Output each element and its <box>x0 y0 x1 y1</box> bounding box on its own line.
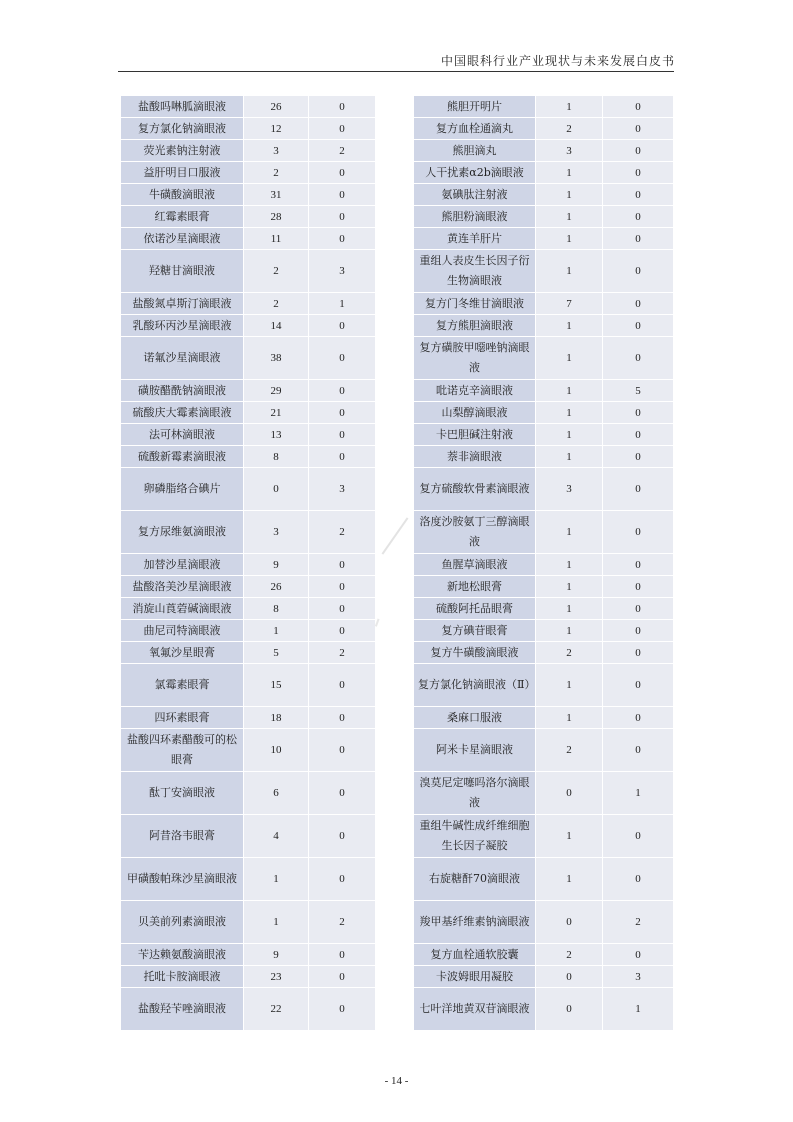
table-row <box>121 988 375 1030</box>
table-row <box>121 642 375 663</box>
count-cell-b: 0 <box>309 206 375 227</box>
table-row <box>121 402 375 423</box>
table-row <box>121 446 375 467</box>
count-cell-b: 1 <box>603 772 673 814</box>
count-cell-b: 0 <box>309 576 375 597</box>
count-cell-b: 0 <box>309 337 375 379</box>
table-row <box>121 966 375 987</box>
count-cell-a: 1 <box>244 620 308 641</box>
count-cell-a: 31 <box>244 184 308 205</box>
count-cell-a: 0 <box>536 966 602 987</box>
count-cell-b: 0 <box>603 598 673 619</box>
table-row <box>414 988 673 1030</box>
count-cell-a: 3 <box>536 140 602 161</box>
count-cell-b: 0 <box>309 620 375 641</box>
drug-name-cell: 黄连羊肝片 <box>414 228 535 249</box>
table-row <box>414 206 673 227</box>
drug-name-cell: 乳酸环丙沙星滴眼液 <box>121 315 243 336</box>
table-row <box>414 402 673 423</box>
count-cell-a: 1 <box>536 184 602 205</box>
table-row <box>121 228 375 249</box>
drug-name-cell: 依诺沙星滴眼液 <box>121 228 243 249</box>
drug-name-cell: 硫酸庆大霉素滴眼液 <box>121 402 243 423</box>
table-row <box>414 337 673 379</box>
count-cell-b: 0 <box>603 815 673 857</box>
count-cell-b: 0 <box>603 729 673 771</box>
drug-name-cell: 益肝明目口服液 <box>121 162 243 183</box>
count-cell-a: 8 <box>244 446 308 467</box>
table-row <box>121 337 375 379</box>
count-cell-a: 18 <box>244 707 308 728</box>
count-cell-b: 0 <box>603 96 673 117</box>
drug-name-cell: 复方血栓通软胶囊 <box>414 944 535 965</box>
count-cell-b: 0 <box>603 707 673 728</box>
count-cell-b: 0 <box>603 858 673 900</box>
drug-name-cell: 消旋山莨菪碱滴眼液 <box>121 598 243 619</box>
count-cell-b: 0 <box>309 554 375 575</box>
count-cell-b: 0 <box>603 118 673 139</box>
count-cell-a: 28 <box>244 206 308 227</box>
drug-name-cell: 山梨醇滴眼液 <box>414 402 535 423</box>
count-cell-a: 0 <box>536 772 602 814</box>
count-cell-a: 1 <box>536 228 602 249</box>
drug-name-cell: 桑麻口服液 <box>414 707 535 728</box>
drug-name-cell: 苄达赖氨酸滴眼液 <box>121 944 243 965</box>
drug-name-cell: 羧甲基纤维素钠滴眼液 <box>414 901 535 943</box>
count-cell-b: 0 <box>309 664 375 706</box>
drug-name-cell: 萘非滴眼液 <box>414 446 535 467</box>
count-cell-a: 29 <box>244 380 308 401</box>
count-cell-b: 2 <box>309 901 375 943</box>
drug-name-cell: 硫酸新霉素滴眼液 <box>121 446 243 467</box>
table-row <box>414 140 673 161</box>
count-cell-a: 1 <box>536 664 602 706</box>
count-cell-a: 0 <box>536 901 602 943</box>
count-cell-a: 0 <box>244 468 308 510</box>
table-row <box>414 162 673 183</box>
count-cell-a: 1 <box>536 511 602 553</box>
drug-name-cell: 溴莫尼定噻吗洛尔滴眼液 <box>414 772 535 814</box>
table-row <box>414 576 673 597</box>
drug-name-cell: 甲磺酸帕珠沙星滴眼液 <box>121 858 243 900</box>
count-cell-a: 4 <box>244 815 308 857</box>
count-cell-b: 0 <box>309 380 375 401</box>
drug-name-cell: 贝美前列素滴眼液 <box>121 901 243 943</box>
count-cell-b: 0 <box>309 966 375 987</box>
running-header-title: 中国眼科行业产业现状与未来发展白皮书 <box>440 54 675 68</box>
table-row <box>121 729 375 771</box>
table-row <box>121 620 375 641</box>
count-cell-a: 15 <box>244 664 308 706</box>
table-row <box>414 380 673 401</box>
count-cell-a: 9 <box>244 944 308 965</box>
count-cell-b: 0 <box>309 162 375 183</box>
drug-name-cell: 盐酸吗啉胍滴眼液 <box>121 96 243 117</box>
count-cell-a: 9 <box>244 554 308 575</box>
count-cell-b: 0 <box>309 598 375 619</box>
count-cell-b: 0 <box>603 664 673 706</box>
count-cell-b: 0 <box>603 250 673 292</box>
count-cell-a: 1 <box>536 707 602 728</box>
count-cell-a: 12 <box>244 118 308 139</box>
count-cell-b: 0 <box>309 228 375 249</box>
count-cell-a: 2 <box>244 250 308 292</box>
count-cell-a: 3 <box>244 511 308 553</box>
drug-name-cell: 复方血栓通滴丸 <box>414 118 535 139</box>
table-row <box>414 315 673 336</box>
table-row <box>121 468 375 510</box>
table-row <box>121 815 375 857</box>
drug-table-right <box>414 96 673 1030</box>
table-row <box>414 96 673 117</box>
table-row <box>121 664 375 706</box>
table-row <box>414 707 673 728</box>
drug-name-cell: 人干扰素α2b滴眼液 <box>414 162 535 183</box>
count-cell-b: 0 <box>309 315 375 336</box>
count-cell-a: 7 <box>536 293 602 314</box>
drug-name-cell: 复方熊胆滴眼液 <box>414 315 535 336</box>
count-cell-b: 2 <box>603 901 673 943</box>
table-row <box>414 901 673 943</box>
count-cell-a: 8 <box>244 598 308 619</box>
drug-name-cell: 复方尿维氨滴眼液 <box>121 511 243 553</box>
watermark-mark <box>375 619 387 630</box>
count-cell-a: 13 <box>244 424 308 445</box>
count-cell-b: 0 <box>603 576 673 597</box>
drug-name-cell: 红霉素眼膏 <box>121 206 243 227</box>
table-row <box>121 206 375 227</box>
count-cell-a: 0 <box>536 988 602 1030</box>
drug-name-cell: 氯霉素眼膏 <box>121 664 243 706</box>
count-cell-b: 0 <box>309 858 375 900</box>
count-cell-a: 21 <box>244 402 308 423</box>
drug-name-cell: 吡诺克辛滴眼液 <box>414 380 535 401</box>
count-cell-a: 1 <box>536 337 602 379</box>
table-row <box>414 664 673 706</box>
table-row <box>414 446 673 467</box>
count-cell-a: 1 <box>536 380 602 401</box>
count-cell-a: 1 <box>536 424 602 445</box>
table-row <box>414 468 673 510</box>
count-cell-a: 1 <box>536 96 602 117</box>
count-cell-b: 0 <box>603 337 673 379</box>
drug-name-cell: 托吡卡胺滴眼液 <box>121 966 243 987</box>
table-row <box>414 250 673 292</box>
table-row <box>121 118 375 139</box>
table-row <box>414 729 673 771</box>
count-cell-a: 2 <box>536 944 602 965</box>
table-row <box>414 772 673 814</box>
count-cell-a: 2 <box>536 118 602 139</box>
count-cell-b: 0 <box>309 446 375 467</box>
drug-name-cell: 诺氟沙星滴眼液 <box>121 337 243 379</box>
drug-name-cell: 盐酸洛美沙星滴眼液 <box>121 576 243 597</box>
table-row <box>414 511 673 553</box>
count-cell-b: 1 <box>603 988 673 1030</box>
count-cell-b: 0 <box>603 140 673 161</box>
drug-name-cell: 羟糖甘滴眼液 <box>121 250 243 292</box>
count-cell-a: 5 <box>244 642 308 663</box>
table-row <box>121 944 375 965</box>
count-cell-a: 2 <box>244 293 308 314</box>
count-cell-b: 3 <box>309 250 375 292</box>
count-cell-b: 0 <box>309 707 375 728</box>
count-cell-a: 2 <box>536 729 602 771</box>
count-cell-a: 10 <box>244 729 308 771</box>
drug-name-cell: 复方氯化钠滴眼液 <box>121 118 243 139</box>
drug-name-cell: 氨碘肽注射液 <box>414 184 535 205</box>
count-cell-b: 1 <box>309 293 375 314</box>
table-row <box>121 315 375 336</box>
watermark-mark <box>382 517 409 554</box>
table-row <box>121 576 375 597</box>
drug-name-cell: 熊胆滴丸 <box>414 140 535 161</box>
count-cell-b: 0 <box>603 468 673 510</box>
count-cell-b: 0 <box>603 511 673 553</box>
count-cell-b: 0 <box>603 184 673 205</box>
table-row <box>121 772 375 814</box>
table-row <box>121 424 375 445</box>
drug-name-cell: 阿昔洛韦眼膏 <box>121 815 243 857</box>
drug-name-cell: 熊胆粉滴眼液 <box>414 206 535 227</box>
drug-name-cell: 复方氯化钠滴眼液（Ⅱ） <box>414 664 535 706</box>
count-cell-b: 0 <box>603 446 673 467</box>
count-cell-a: 1 <box>536 815 602 857</box>
count-cell-b: 0 <box>603 228 673 249</box>
table-row <box>121 380 375 401</box>
table-row <box>121 96 375 117</box>
count-cell-b: 0 <box>309 815 375 857</box>
count-cell-b: 0 <box>309 96 375 117</box>
count-cell-a: 11 <box>244 228 308 249</box>
count-cell-a: 1 <box>536 446 602 467</box>
table-row <box>414 642 673 663</box>
header-rule <box>118 71 674 72</box>
drug-name-cell: 加替沙星滴眼液 <box>121 554 243 575</box>
count-cell-b: 0 <box>309 402 375 423</box>
table-row <box>414 424 673 445</box>
table-row <box>121 293 375 314</box>
table-row <box>121 598 375 619</box>
drug-name-cell: 法可林滴眼液 <box>121 424 243 445</box>
count-cell-b: 0 <box>309 729 375 771</box>
count-cell-a: 3 <box>536 468 602 510</box>
table-row <box>121 184 375 205</box>
drug-name-cell: 右旋糖酐70滴眼液 <box>414 858 535 900</box>
drug-name-cell: 曲尼司特滴眼液 <box>121 620 243 641</box>
table-row <box>414 118 673 139</box>
count-cell-a: 1 <box>536 620 602 641</box>
count-cell-b: 0 <box>309 424 375 445</box>
table-row <box>414 184 673 205</box>
drug-name-cell: 氧氟沙星眼膏 <box>121 642 243 663</box>
count-cell-a: 1 <box>536 554 602 575</box>
count-cell-a: 1 <box>536 206 602 227</box>
table-row <box>121 250 375 292</box>
count-cell-a: 1 <box>536 250 602 292</box>
count-cell-a: 3 <box>244 140 308 161</box>
drug-name-cell: 重组牛碱性成纤维细胞生长因子凝胶 <box>414 815 535 857</box>
table-row <box>414 944 673 965</box>
drug-name-cell: 磺胺醋酰钠滴眼液 <box>121 380 243 401</box>
drug-name-cell: 阿米卡星滴眼液 <box>414 729 535 771</box>
count-cell-b: 0 <box>603 944 673 965</box>
count-cell-b: 0 <box>603 162 673 183</box>
drug-name-cell: 洛度沙胺氨丁三醇滴眼液 <box>414 511 535 553</box>
drug-name-cell: 复方磺胺甲噁唑钠滴眼液 <box>414 337 535 379</box>
count-cell-a: 1 <box>536 402 602 423</box>
drug-name-cell: 卡波姆眼用凝胶 <box>414 966 535 987</box>
drug-name-cell: 盐酸四环素醋酸可的松眼膏 <box>121 729 243 771</box>
drug-name-cell: 熊胆开明片 <box>414 96 535 117</box>
count-cell-b: 5 <box>603 380 673 401</box>
count-cell-a: 38 <box>244 337 308 379</box>
drug-name-cell: 盐酸羟苄唑滴眼液 <box>121 988 243 1030</box>
count-cell-a: 1 <box>536 858 602 900</box>
table-row <box>414 815 673 857</box>
count-cell-a: 2 <box>244 162 308 183</box>
count-cell-b: 0 <box>603 554 673 575</box>
drug-name-cell: 酞丁安滴眼液 <box>121 772 243 814</box>
count-cell-b: 2 <box>309 140 375 161</box>
count-cell-b: 0 <box>603 293 673 314</box>
drug-name-cell: 复方门冬维甘滴眼液 <box>414 293 535 314</box>
count-cell-a: 22 <box>244 988 308 1030</box>
count-cell-a: 1 <box>536 162 602 183</box>
count-cell-b: 3 <box>309 468 375 510</box>
drug-name-cell: 硫酸阿托品眼膏 <box>414 598 535 619</box>
table-row <box>414 966 673 987</box>
count-cell-b: 2 <box>309 511 375 553</box>
count-cell-a: 1 <box>536 576 602 597</box>
table-row <box>414 554 673 575</box>
count-cell-a: 6 <box>244 772 308 814</box>
count-cell-a: 14 <box>244 315 308 336</box>
drug-name-cell: 牛磺酸滴眼液 <box>121 184 243 205</box>
count-cell-b: 3 <box>603 966 673 987</box>
table-row <box>414 620 673 641</box>
drug-name-cell: 卡巴胆碱注射液 <box>414 424 535 445</box>
table-row <box>121 162 375 183</box>
count-cell-a: 26 <box>244 576 308 597</box>
table-row <box>121 511 375 553</box>
count-cell-b: 0 <box>309 184 375 205</box>
drug-name-cell: 复方硫酸软骨素滴眼液 <box>414 468 535 510</box>
count-cell-b: 0 <box>603 206 673 227</box>
table-row <box>121 140 375 161</box>
drug-name-cell: 四环素眼膏 <box>121 707 243 728</box>
drug-name-cell: 卵磷脂络合碘片 <box>121 468 243 510</box>
count-cell-a: 1 <box>244 901 308 943</box>
drug-name-cell: 荧光素钠注射液 <box>121 140 243 161</box>
table-row <box>121 858 375 900</box>
count-cell-b: 0 <box>603 315 673 336</box>
count-cell-b: 0 <box>603 402 673 423</box>
table-row <box>121 554 375 575</box>
table-row <box>414 293 673 314</box>
count-cell-b: 2 <box>309 642 375 663</box>
drug-name-cell: 复方牛磺酸滴眼液 <box>414 642 535 663</box>
count-cell-b: 0 <box>603 642 673 663</box>
drug-name-cell: 鱼腥草滴眼液 <box>414 554 535 575</box>
drug-name-cell: 重组人表皮生长因子衍生物滴眼液 <box>414 250 535 292</box>
count-cell-b: 0 <box>309 944 375 965</box>
count-cell-b: 0 <box>603 424 673 445</box>
drug-name-cell: 盐酸氮卓斯汀滴眼液 <box>121 293 243 314</box>
count-cell-a: 1 <box>536 598 602 619</box>
drug-name-cell: 七叶洋地黄双苷滴眼液 <box>414 988 535 1030</box>
table-row <box>414 598 673 619</box>
count-cell-b: 0 <box>309 118 375 139</box>
count-cell-b: 0 <box>603 620 673 641</box>
count-cell-a: 1 <box>244 858 308 900</box>
count-cell-b: 0 <box>309 988 375 1030</box>
table-row <box>414 858 673 900</box>
table-row <box>121 901 375 943</box>
count-cell-a: 1 <box>536 315 602 336</box>
page-number: - 14 - <box>384 1075 409 1087</box>
drug-name-cell: 新地松眼膏 <box>414 576 535 597</box>
drug-name-cell: 复方碘苷眼膏 <box>414 620 535 641</box>
count-cell-a: 26 <box>244 96 308 117</box>
drug-table-left <box>121 96 375 1030</box>
table-row <box>414 228 673 249</box>
count-cell-b: 0 <box>309 772 375 814</box>
count-cell-a: 23 <box>244 966 308 987</box>
table-row <box>121 707 375 728</box>
count-cell-a: 2 <box>536 642 602 663</box>
